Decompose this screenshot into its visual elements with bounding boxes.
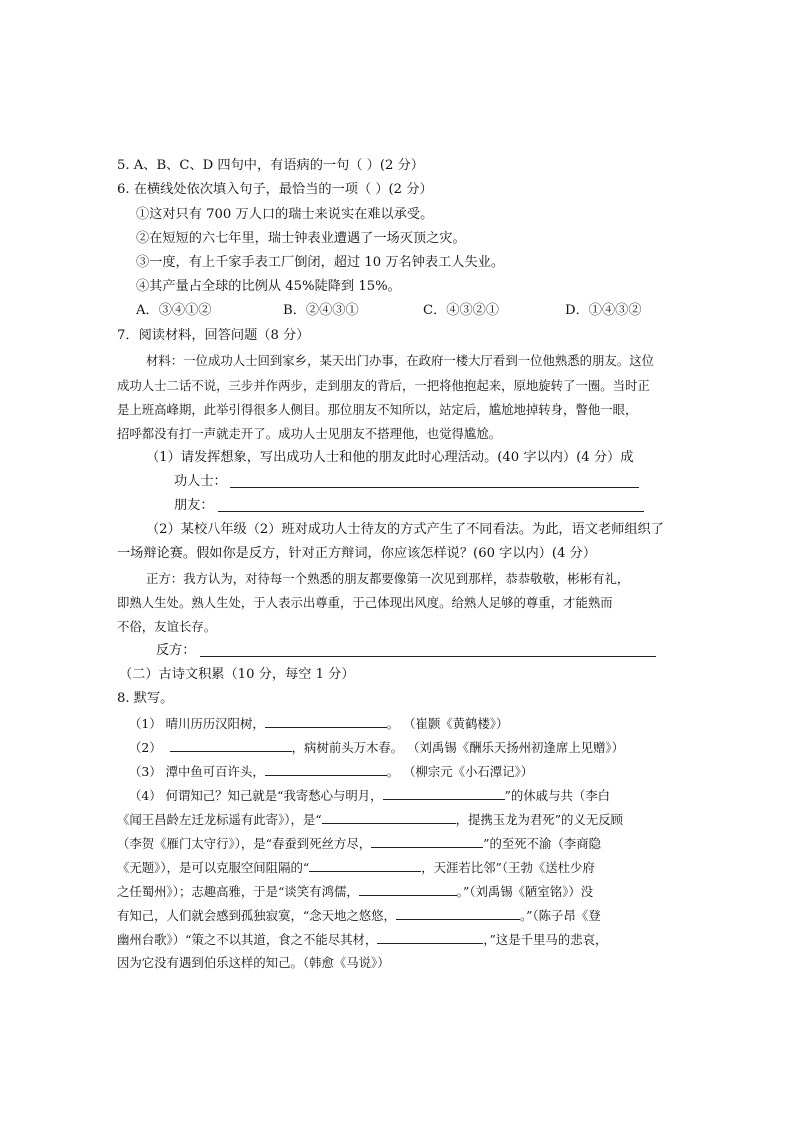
question-6-option-a: A．③④①②: [136, 303, 212, 318]
recite-blank-4e[interactable]: [359, 882, 457, 896]
question-6-sentence-1: ①这对只有 700 万人口的瑞士来说实在难以承受。: [136, 207, 434, 222]
recite-item-4-text-14: ，”这是千里马的悲哀，: [483, 932, 608, 947]
recite-item-4-text-2: ”的休戚与共（李白: [504, 788, 611, 803]
affirmative-argument-line-2: 即熟人生处。熟人生处，于人表示出尊重，于己体现出风度。给熟人足够的尊重，才能熟而: [117, 595, 613, 610]
question-7-stem: 7．阅读材料，回答问题（8 分）: [117, 328, 310, 343]
recite-blank-4f[interactable]: [396, 906, 520, 920]
recite-blank-4a[interactable]: [383, 786, 505, 800]
material-line-2: 成功人士二话不说，三步并作两步，走到朋友的背后，一把将他抱起来，原地旋转了一圈。当时正: [117, 378, 650, 393]
answer-line-successful-person[interactable]: [230, 487, 639, 488]
recite-item-4-text-13: 幽州台歌》）“策之不以其道，食之不能尽其材，: [117, 932, 378, 947]
answer-line-friend[interactable]: [218, 511, 644, 512]
recite-item-4-text-3: 《闻王昌龄左迁龙标遥有此寄》），是“: [117, 812, 322, 827]
recite-item-4-text-10: 。”（刘禹锡《陋室铭》）没: [456, 884, 594, 899]
recite-blank-1[interactable]: [265, 714, 387, 728]
recite-item-3: [129, 762, 533, 781]
recite-item-4-text-5: （李贺《雁门太守行》），是“春蚕到死丝方尽，: [117, 836, 372, 851]
question-6-sentence-2: ②在短短的六七年里，瑞士钟表业遭遇了一场灭顶之灾。: [136, 231, 466, 246]
question-6-sentence-3: ③一度，有上千家手表工厂倒闭，超过 10 万名钟表工人失业。: [136, 255, 505, 270]
question-6-option-b: B．②④③①: [283, 303, 359, 318]
affirmative-argument-line-1: 正方：我方认为，对待每一个熟悉的朋友都要像第一次见到那样，恭恭敬敬，彬彬有礼，: [146, 571, 630, 586]
answer-label-negative: 反方：: [156, 643, 196, 658]
recite-item-4-line-1: [129, 786, 610, 805]
recite-item-4-line-3: [117, 834, 601, 853]
recite-item-4-text-1: （4） 何谓知己？知己就是“我寄愁心与明月，: [129, 788, 383, 803]
recite-item-4-line-6: [117, 906, 601, 925]
affirmative-argument-line-3: 不俗，友谊长存。: [117, 619, 217, 634]
recite-blank-4g[interactable]: [377, 930, 483, 944]
question-6-stem: 6. 在横线处依次填入句子，最恰当的一项（ ）(2 分）: [117, 182, 433, 197]
recite-item-4-line-8: 因为它没有遇到伯乐这样的知己。（韩愈《马说》）: [117, 955, 390, 970]
recite-item-4-line-2: [117, 810, 623, 829]
answer-line-negative[interactable]: [200, 656, 656, 657]
recite-item-2-number: （2）: [129, 740, 162, 755]
material-line-3: 是上班高峰期，此举引得很多人侧目。那位朋友不知所以，站定后，尴尬地掉转身，瞥他一眼，: [117, 402, 638, 417]
question-7-part-2-line-1: （2）某校八年级（2）班对成功人士待友的方式产生了不同看法。为此，语文老师组织了: [146, 522, 664, 537]
question-6-sentence-4: ④其产量占全球的比例从 45%陡降到 15%。: [136, 279, 401, 294]
recite-item-3-source: 。 （柳宗元《小石潭记》）: [386, 764, 534, 779]
question-6-option-c: C．④③②①: [423, 303, 500, 318]
recite-item-4-text-4: ，提携玉龙为君死”的义无反顾: [455, 812, 623, 827]
recite-item-1: [129, 714, 508, 733]
recite-blank-3[interactable]: [265, 762, 387, 776]
question-8-stem: 8. 默写。: [117, 691, 174, 706]
recite-item-4-text-9: 之任蜀州》）；志趣高雅，于是“谈笑有鸿儒，: [117, 884, 359, 899]
material-line-1: 材料：一位成功人士回到家乡，某天出门办事，在政府一楼大厅看到一位他熟悉的朋友。这位: [146, 353, 655, 368]
recite-item-4-text-7: 《无题》），是可以克服空间阻隔的“: [117, 860, 310, 875]
material-line-4: 招呼都没有打一声就走开了。成功人士见朋友不搭理他，也觉得尴尬。: [117, 426, 502, 441]
answer-label-friend: 朋友：: [174, 498, 214, 513]
recite-blank-4c[interactable]: [371, 834, 483, 848]
recite-blank-4d[interactable]: [309, 858, 421, 872]
recite-item-4-line-5: [117, 882, 593, 901]
question-5: 5. A、B、C、D 四句中，有语病的一句（ ）(2 分）: [117, 158, 424, 173]
recite-blank-2[interactable]: [170, 738, 292, 752]
question-7-part-1: （1）请发挥想象，写出成功人士和他的朋友此时心理活动。(40 字以内）(4 分）成: [146, 450, 634, 465]
question-6-option-d: D．①④③②: [565, 303, 642, 318]
question-7-part-2-line-2: 一场辩论赛。假如你是反方，针对正方辩词，你应该怎样说？(60 字以内）(4 分）: [117, 546, 597, 561]
recite-item-1-source: 。 （崔颢《黄鹤楼》）: [386, 716, 509, 731]
recite-item-2-text: ，病树前头万木春。 （刘禹锡《酬乐天扬州初逢席上见赠》）: [291, 740, 624, 755]
answer-label-successful-person: 功人士：: [174, 474, 227, 489]
recite-blank-4b[interactable]: [322, 810, 456, 824]
section-heading-classical-poetry: （二）古诗文积累（10 分，每空 1 分）: [119, 667, 355, 682]
recite-item-4-text-11: 有知己，人们就会感到孤独寂寞，“念天地之悠悠，: [117, 908, 396, 923]
recite-item-4-line-4: [117, 858, 595, 877]
recite-item-1-text: （1） 晴川历历汉阳树，: [129, 716, 265, 731]
recite-item-4-text-6: ”的至死不渝（李商隐: [483, 836, 601, 851]
recite-item-4-text-12: 。”（陈子昂《登: [519, 908, 601, 923]
recite-item-4-text-8: ，天涯若比邻”（王勃《送杜少府: [421, 860, 595, 875]
recite-item-2: [129, 738, 624, 757]
recite-item-3-text: （3） 潭中鱼可百许头，: [129, 764, 265, 779]
recite-item-4-line-7: [117, 930, 607, 949]
